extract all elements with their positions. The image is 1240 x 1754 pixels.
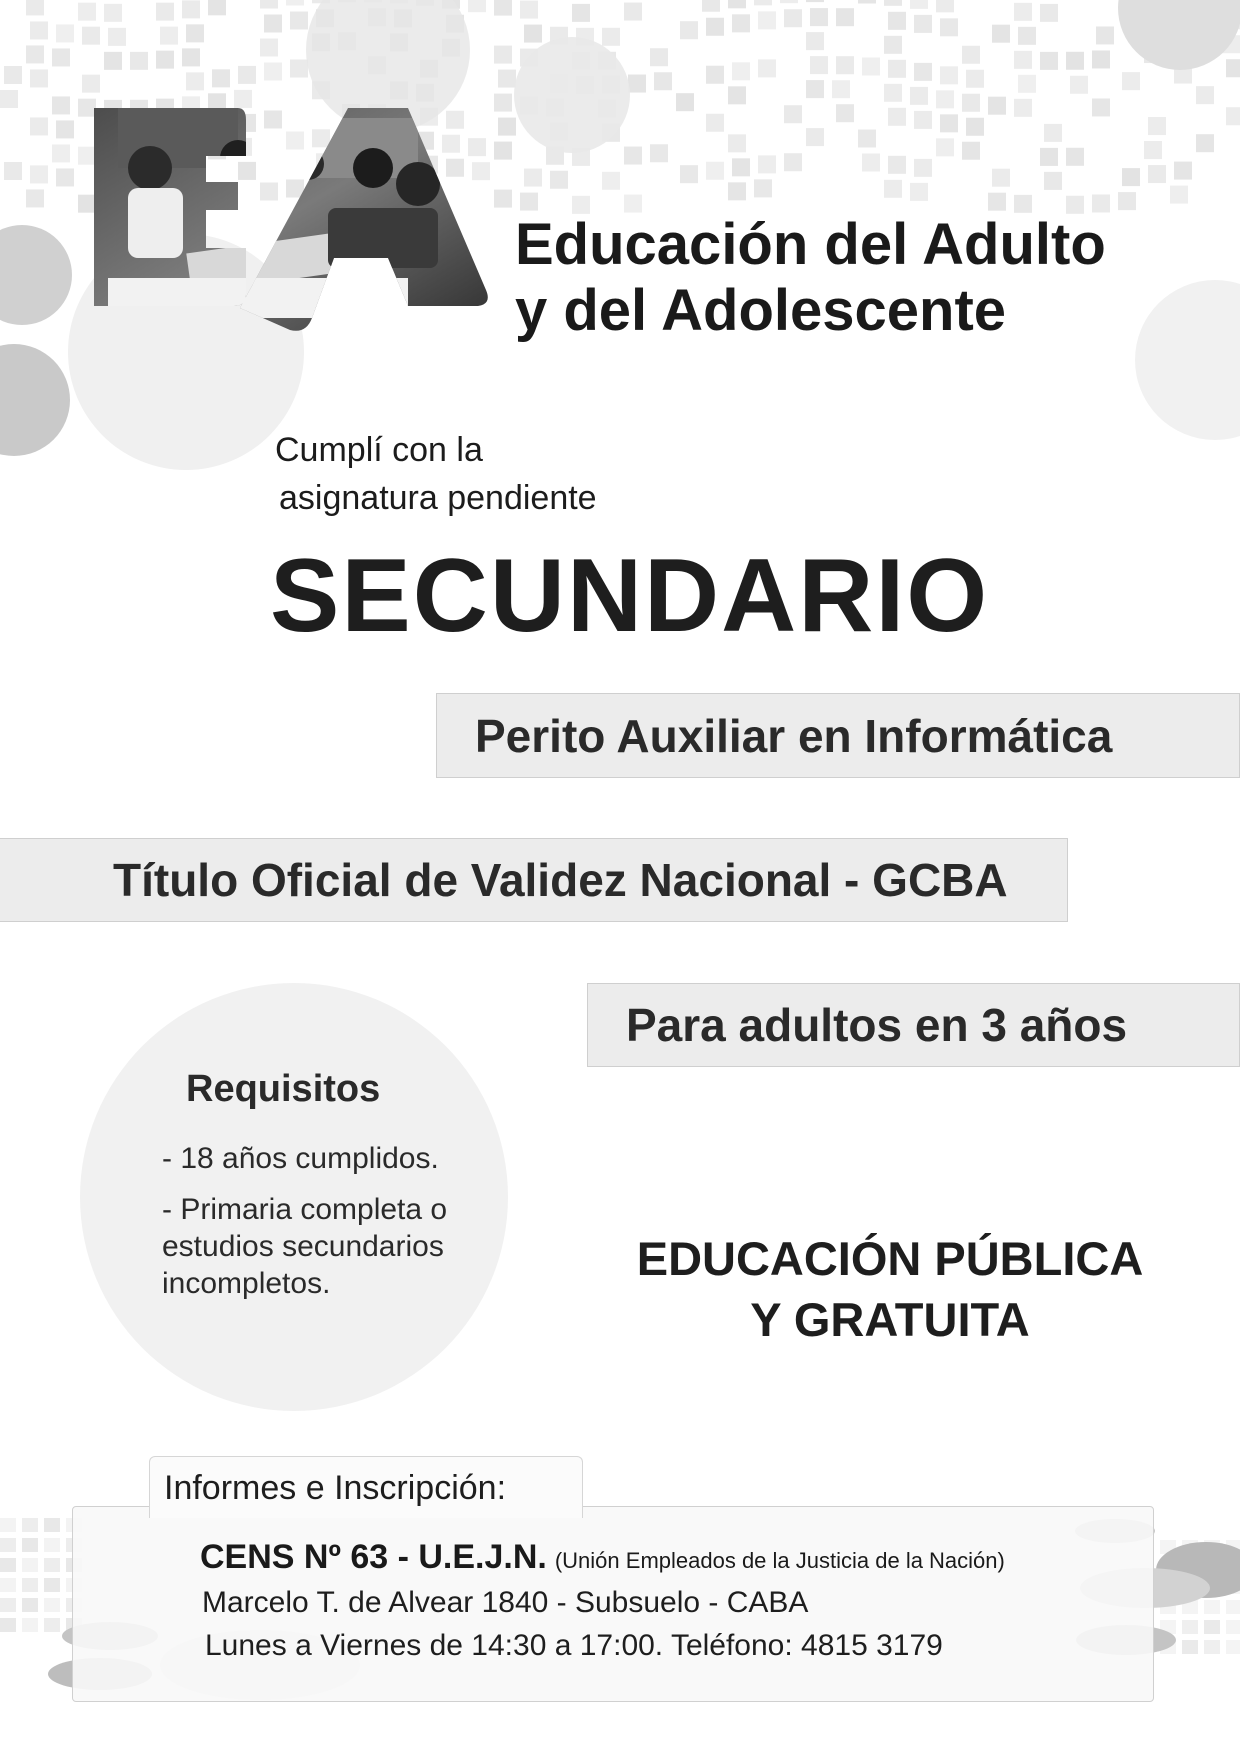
decor-tile (754, 0, 772, 5)
decor-tile (4, 162, 22, 180)
decor-tile (30, 117, 48, 135)
decor-tile (1148, 117, 1166, 135)
decor-tile (914, 159, 932, 177)
decor-tile (1066, 148, 1084, 166)
decor-tile (732, 62, 750, 80)
ea-photo-logo (88, 98, 488, 334)
decor-tile (1122, 72, 1140, 90)
decor-tile (52, 144, 70, 162)
decor-tile (758, 155, 776, 173)
decor-tile (728, 0, 746, 8)
decor-tile (156, 3, 174, 21)
decor-tile (0, 1558, 16, 1572)
decor-tile (914, 15, 932, 33)
decor-tile (186, 72, 204, 90)
decor-tile (940, 18, 958, 36)
decor-tile (784, 9, 802, 27)
decor-tile (56, 120, 74, 138)
decor-tile (290, 11, 308, 29)
decor-tile (182, 0, 200, 18)
decor-tile (498, 70, 516, 88)
decor-tile (44, 1618, 60, 1632)
decor-tile (186, 24, 204, 42)
decor-tile (884, 84, 902, 102)
decor-tile (494, 46, 512, 64)
address: Marcelo T. de Alvear 1840 - Subsuelo - CABA (202, 1586, 809, 1619)
decor-tile (602, 172, 620, 190)
decor-tile (940, 66, 958, 84)
decor-tile (1226, 59, 1240, 77)
decor-tile (22, 1578, 38, 1592)
decor-tile (520, 193, 538, 211)
decor-tile (208, 0, 226, 15)
decor-tile (888, 156, 906, 174)
tagline-line-1: Cumplí con la (275, 431, 483, 469)
decor-tile (1118, 192, 1136, 210)
decor-tile (706, 66, 724, 84)
decor-tile (494, 142, 512, 160)
decor-tile (962, 46, 980, 64)
decor-tile (0, 1538, 16, 1552)
decor-tile (494, 190, 512, 208)
contact-tab: Informes e Inscripción: (149, 1456, 583, 1518)
decor-tile (264, 14, 282, 32)
decor-tile (888, 12, 906, 30)
decor-tile (264, 62, 282, 80)
decor-tile (52, 96, 70, 114)
decor-tile (858, 0, 876, 3)
decor-tile (888, 108, 906, 126)
decor-tile (858, 129, 876, 147)
decor-tile (884, 36, 902, 54)
decor-tile (1014, 3, 1032, 21)
brand-title-line-1: Educación del Adulto (515, 212, 1106, 277)
decor-tile (1182, 1620, 1198, 1634)
decor-tile (4, 66, 22, 84)
brand-title (515, 212, 1106, 344)
decor-tile (290, 59, 308, 77)
brand-title-line-2: y del Adolescente (515, 278, 1007, 343)
decor-tile (1040, 4, 1058, 22)
decor-tile (104, 4, 122, 22)
decor-tile (732, 158, 750, 176)
decor-tile (628, 75, 646, 93)
decor-tile (1096, 26, 1114, 44)
decor-tile (1014, 195, 1032, 213)
decor-tile (524, 25, 542, 43)
decor-tile (26, 189, 44, 207)
decor-tile (732, 14, 750, 32)
decor-tile (754, 179, 772, 197)
decor-tile (1226, 107, 1240, 125)
decor-tile (26, 45, 44, 63)
decor-tile (1204, 1640, 1220, 1654)
decor-tile (602, 28, 620, 46)
tagline (275, 426, 597, 522)
decor-tile (1014, 99, 1032, 117)
decor-tile (988, 193, 1006, 211)
decor-tile (1092, 50, 1110, 68)
decor-tile (1226, 1600, 1240, 1614)
decor-tile (1196, 86, 1214, 104)
decor-tile (260, 0, 278, 8)
decor-tile (728, 182, 746, 200)
career-band: Perito Auxiliar en Informática (436, 693, 1240, 778)
decor-tile (784, 105, 802, 123)
decor-tile (992, 169, 1010, 187)
decor-tile (966, 118, 984, 136)
decor-tile (56, 168, 74, 186)
decor-tile (1182, 1640, 1198, 1654)
decor-tile (706, 162, 724, 180)
decor-tile (836, 56, 854, 74)
decor-tile (550, 171, 568, 189)
public-education-line-1: EDUCACIÓN PÚBLICA (636, 1232, 1144, 1285)
decor-tile (884, 0, 902, 6)
decor-tile (624, 3, 642, 21)
decor-tile (910, 0, 928, 9)
decor-tile (1044, 124, 1062, 142)
decor-circle (1135, 280, 1240, 440)
decor-tile (728, 86, 746, 104)
decor-tile (806, 128, 824, 146)
decor-tile (940, 114, 958, 132)
decor-tile (22, 1538, 38, 1552)
decor-circle (0, 225, 72, 325)
decor-tile (160, 27, 178, 45)
decor-tile (806, 80, 824, 98)
decor-tile (1204, 1600, 1220, 1614)
decor-tile (1122, 168, 1140, 186)
decor-tile (650, 144, 668, 162)
decor-tile (30, 69, 48, 87)
institution-full-name: (Unión Empleados de la Justicia de la Nación) (554, 1548, 1005, 1573)
decor-tile (22, 1558, 38, 1572)
decor-tile (0, 1618, 16, 1632)
decor-tile (130, 52, 148, 70)
decor-tile (624, 147, 642, 165)
decor-tile (182, 48, 200, 66)
decor-tile (520, 1, 538, 19)
decor-tile (1044, 172, 1062, 190)
requirement-item: - 18 años cumplidos. (162, 1142, 439, 1175)
decor-tile (0, 90, 18, 108)
decor-tile (884, 180, 902, 198)
decor-tile (910, 87, 928, 105)
decor-tile (1092, 194, 1110, 212)
decor-tile (810, 8, 828, 26)
decor-tile (468, 0, 486, 12)
decor-tile (650, 48, 668, 66)
decor-tile (22, 1598, 38, 1612)
official-title-band: Título Oficial de Validez Nacional - GCBA (0, 838, 1068, 922)
decor-tile (1040, 148, 1058, 166)
decor-tile (706, 18, 724, 36)
decor-tile (706, 114, 724, 132)
decor-tile (0, 1578, 16, 1592)
decor-circle (514, 37, 630, 153)
decor-tile (862, 153, 880, 171)
decor-tile (836, 8, 854, 26)
institution-name: CENS Nº 63 - U.E.J.N. (200, 1538, 547, 1576)
main-title: SECUNDARIO (270, 538, 990, 654)
decor-tile (914, 63, 932, 81)
decor-tile (676, 93, 694, 111)
requirement-item: - Primaria completa o estudios secundarios incompletos. (162, 1193, 448, 1300)
decor-tile (936, 0, 954, 12)
decor-tile (1226, 1620, 1240, 1634)
decor-tile (728, 134, 746, 152)
decor-tile (524, 169, 542, 187)
institution-line (200, 1538, 1005, 1577)
decor-tile (1204, 1620, 1220, 1634)
decor-tile (82, 27, 100, 45)
decor-tile (0, 1518, 16, 1532)
decor-tile (624, 195, 642, 213)
decor-tile (680, 21, 698, 39)
tagline-line-2: asignatura pendiente (279, 479, 597, 517)
decor-tile (1170, 186, 1188, 204)
decor-tile (962, 142, 980, 160)
decor-tile (888, 60, 906, 78)
decor-tile (52, 48, 70, 66)
decor-tile (1148, 165, 1166, 183)
decor-tile (832, 80, 850, 98)
duration-band: Para adultos en 3 años (587, 983, 1240, 1067)
decor-tile (910, 183, 928, 201)
decor-tile (30, 21, 48, 39)
decor-tile (44, 1578, 60, 1592)
decor-tile (914, 111, 932, 129)
decor-tile (104, 52, 122, 70)
decor-tile (0, 1598, 16, 1612)
decor-tile (260, 38, 278, 56)
decor-tile (810, 56, 828, 74)
decor-tile (1018, 75, 1036, 93)
decor-tile (966, 70, 984, 88)
decor-tile (1018, 27, 1036, 45)
decor-tile (992, 25, 1010, 43)
decor-tile (780, 0, 798, 3)
decor-tile (806, 0, 824, 2)
decor-tile (22, 1518, 38, 1532)
decor-tile (654, 72, 672, 90)
requirements-list (162, 1140, 502, 1316)
decor-tile (936, 138, 954, 156)
decor-tile (238, 66, 256, 84)
decor-tile (44, 1518, 60, 1532)
decor-tile (1040, 52, 1058, 70)
decor-tile (1014, 51, 1032, 69)
decor-tile (44, 1538, 60, 1552)
decor-circle (0, 344, 70, 456)
decor-tile (498, 118, 516, 136)
decor-circle (1118, 0, 1240, 70)
decor-tile (806, 32, 824, 50)
decor-tile (936, 90, 954, 108)
decor-tile (1174, 162, 1192, 180)
requirements-heading: Requisitos (186, 1068, 381, 1110)
decor-tile (156, 51, 174, 69)
decor-tile (572, 4, 590, 22)
decor-tile (1070, 76, 1088, 94)
decor-tile (758, 59, 776, 77)
decor-tile (108, 28, 126, 46)
decor-tile (56, 24, 74, 42)
decor-tile (82, 75, 100, 93)
public-education (600, 1228, 1180, 1350)
decor-tile (680, 165, 698, 183)
public-education-line-2: Y GRATUITA (750, 1293, 1030, 1346)
decor-tile (494, 0, 512, 16)
decor-tile (286, 0, 304, 5)
decor-tile (702, 0, 720, 12)
decor-tile (30, 165, 48, 183)
decor-tile (494, 94, 512, 112)
decor-tile (1196, 134, 1214, 152)
decor-tile (1226, 1640, 1240, 1654)
decor-tile (1066, 52, 1084, 70)
decor-tile (1144, 141, 1162, 159)
hours-phone: Lunes a Viernes de 14:30 a 17:00. Teléfono: 4815 3179 (205, 1629, 943, 1662)
decor-tile (758, 11, 776, 29)
decor-tile (784, 153, 802, 171)
decor-tile (44, 1558, 60, 1572)
decor-tile (22, 1618, 38, 1632)
decor-tile (44, 1598, 60, 1612)
decor-tile (988, 97, 1006, 115)
decor-tile (962, 94, 980, 112)
decor-tile (26, 0, 44, 15)
decor-tile (1092, 98, 1110, 116)
decor-tile (862, 57, 880, 75)
decor-tile (212, 69, 230, 87)
decor-tile (836, 104, 854, 122)
decor-tile (78, 3, 96, 21)
